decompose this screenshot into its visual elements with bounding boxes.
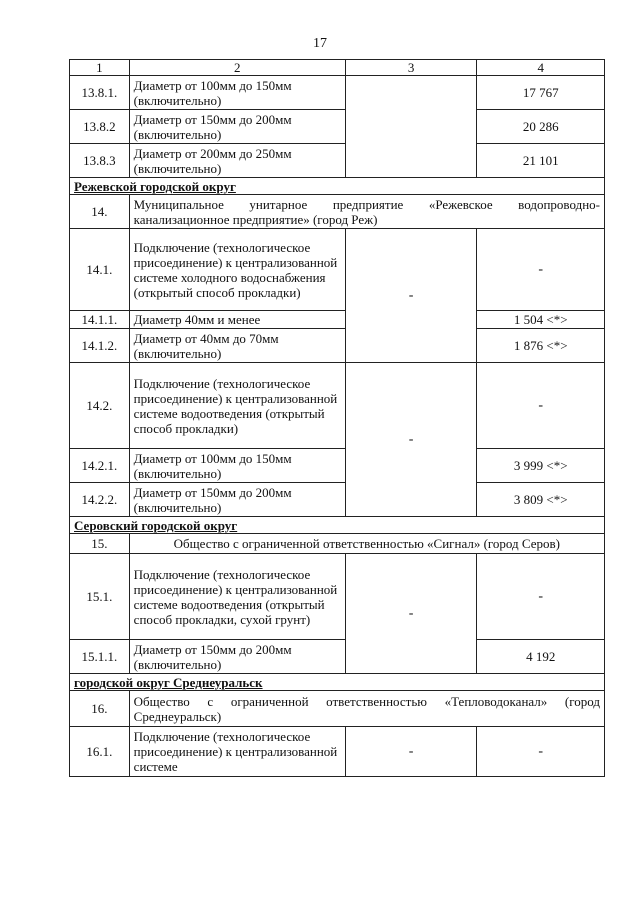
district-heading: Серовский городской округ <box>70 517 605 534</box>
row-description: Диаметр от 150мм до 200мм (включительно) <box>129 110 345 144</box>
column-3-cell: - <box>345 229 477 363</box>
row-value: 21 101 <box>477 144 605 178</box>
table-row <box>70 144 605 178</box>
organization-name: Общество с ограниченной ответственностью «Сигнал» (город Серов) <box>129 534 604 554</box>
row-value: - <box>477 727 605 777</box>
row-number: 15. <box>70 534 130 554</box>
row-number: 15.1.1. <box>70 640 130 674</box>
table-row <box>70 110 605 144</box>
row-description: Диаметр от 100мм до 150мм (включительно) <box>129 76 345 110</box>
row-number: 13.8.3 <box>70 144 130 178</box>
row-value: 4 192 <box>477 640 605 674</box>
organization-name: Муниципальное унитарное предприятие «Режевское водопроводно-канализационное предприятие» (город Реж) <box>129 195 604 229</box>
column-3-cell: - <box>345 554 477 674</box>
row-description: Подключение (технологическое присоединение) к централизованной системе холодного водоснабжения (открытый способ прокладки) <box>129 229 345 311</box>
page-number: 17 <box>313 36 327 51</box>
row-number: 14.1.2. <box>70 329 130 363</box>
row-description: Подключение (технологическое присоединение) к централизованной системе водоотведения (открытый способ прокладки, сухой грунт) <box>129 554 345 640</box>
column-3-cell: - <box>345 727 477 777</box>
row-value: 3 809 <*> <box>477 483 605 517</box>
row-number: 14.1. <box>70 229 130 311</box>
row-value: - <box>477 363 605 449</box>
row-value: 17 767 <box>477 76 605 110</box>
row-description: Диаметр от 200мм до 250мм (включительно) <box>129 144 345 178</box>
row-description: Подключение (технологическое присоединение) к централизованной системе водоотведения (открытый способ прокладки) <box>129 363 345 449</box>
district-heading: Режевской городской округ <box>70 178 605 195</box>
column-header-2: 2 <box>129 60 345 76</box>
row-value: 1 504 <*> <box>477 311 605 329</box>
district-heading: городской округ Среднеуральск <box>70 674 605 691</box>
table-row <box>70 195 605 229</box>
column-3-cell: - <box>345 363 477 517</box>
row-number: 15.1. <box>70 554 130 640</box>
row-number: 16. <box>70 691 130 727</box>
table-row <box>70 554 605 640</box>
row-description: Диаметр от 40мм до 70мм (включительно) <box>129 329 345 363</box>
row-number: 14. <box>70 195 130 229</box>
row-number: 14.1.1. <box>70 311 130 329</box>
row-value: 20 286 <box>477 110 605 144</box>
column-header-3: 3 <box>345 60 477 76</box>
row-value: 3 999 <*> <box>477 449 605 483</box>
table-row <box>70 449 605 483</box>
row-description: Диаметр 40мм и менее <box>129 311 345 329</box>
row-description: Диаметр от 150мм до 200мм (включительно) <box>129 483 345 517</box>
table-row <box>70 483 605 517</box>
column-header-1: 1 <box>70 60 130 76</box>
row-number: 16.1. <box>70 727 130 777</box>
tariff-table <box>69 59 605 777</box>
row-value: - <box>477 554 605 640</box>
row-description: Диаметр от 100мм до 150мм (включительно) <box>129 449 345 483</box>
table-row <box>70 311 605 329</box>
table-row <box>70 534 605 554</box>
district-row <box>70 517 605 534</box>
district-row <box>70 178 605 195</box>
table-row <box>70 76 605 110</box>
table-row <box>70 640 605 674</box>
column-3-cell <box>345 76 477 178</box>
table-row <box>70 229 605 311</box>
row-number: 14.2.1. <box>70 449 130 483</box>
table-row <box>70 727 605 777</box>
row-value: 1 876 <*> <box>477 329 605 363</box>
header-row <box>70 60 605 76</box>
table-row <box>70 329 605 363</box>
table-row <box>70 691 605 727</box>
row-number: 14.2.2. <box>70 483 130 517</box>
row-number: 13.8.1. <box>70 76 130 110</box>
table-row <box>70 363 605 449</box>
row-number: 13.8.2 <box>70 110 130 144</box>
row-description: Подключение (технологическое присоединение) к централизованной системе <box>129 727 345 777</box>
row-description: Диаметр от 150мм до 200мм (включительно) <box>129 640 345 674</box>
district-row <box>70 674 605 691</box>
organization-name: Общество с ограниченной ответственностью «Тепловодоканал» (город Среднеуральск) <box>129 691 604 727</box>
row-value: - <box>477 229 605 311</box>
row-number: 14.2. <box>70 363 130 449</box>
column-header-4: 4 <box>477 60 605 76</box>
